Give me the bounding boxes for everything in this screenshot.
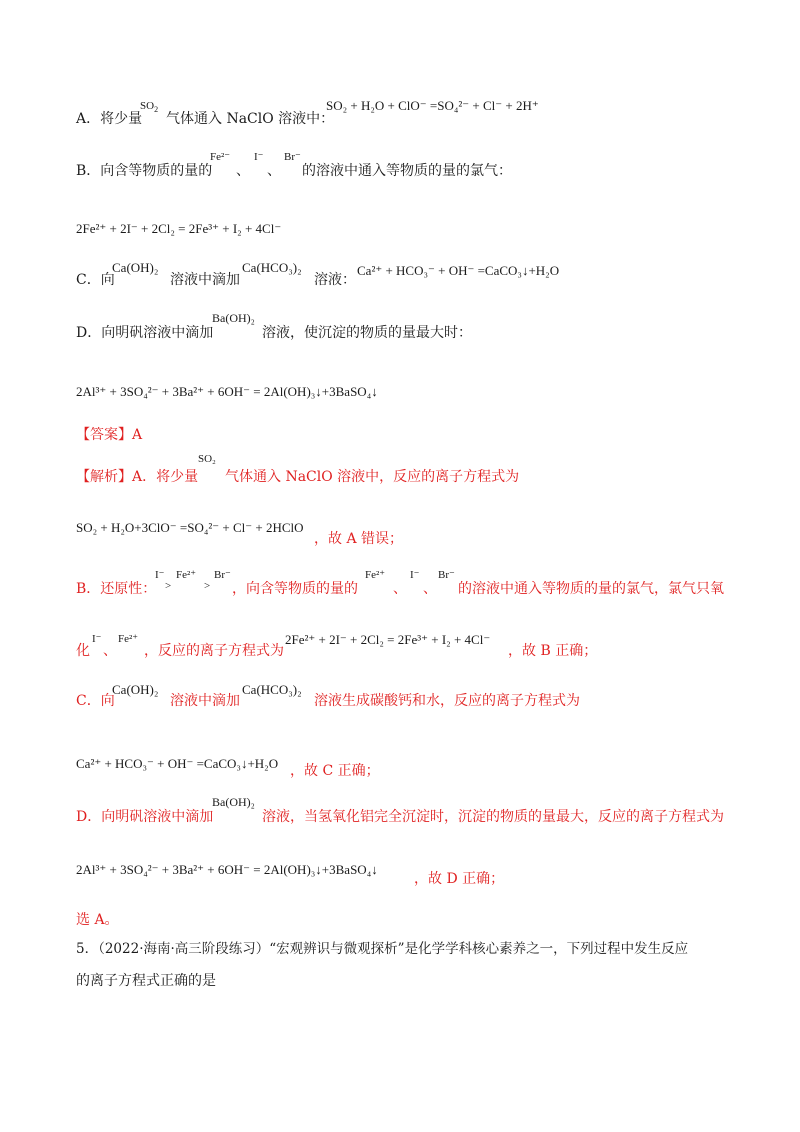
explanation-c-cahco3: Ca(HCO₃)₂	[242, 682, 302, 697]
option-c-mid: 溶液中滴加	[170, 272, 240, 288]
explanation-b-suffix: ，故 B 正确；	[508, 643, 598, 659]
option-b-fe-ion: Fe²⁻	[210, 151, 231, 163]
explanation-c-equation: Ca²⁺ + HCO₃⁻ + OH⁻ =CaCO₃↓+H₂O	[76, 756, 279, 771]
explanation-b-sep2: 、	[423, 581, 437, 597]
option-c-equation: Ca²⁺ + HCO₃⁻ + OH⁻ =CaCO₃↓+H₂O	[357, 263, 560, 278]
option-d-suffix: 溶液，使沉淀的物质的量最大时：	[262, 325, 472, 341]
option-a-text: 气体通入 NaClO 溶液中：	[166, 111, 335, 127]
explanation-b-sep3: 、	[103, 643, 117, 659]
explanation-b-br-ion: Br⁻	[214, 569, 231, 581]
explanation-b-text1: ，向含等物质的量的	[232, 581, 358, 597]
explanation-d-equation: 2Al³⁺ + 3SO₄²⁻ + 3Ba²⁺ + 6OH⁻ = 2Al(OH)₃↓+3BaSO₄↓	[76, 862, 378, 877]
option-d-prefix: D．向明矾溶液中滴加	[76, 325, 214, 341]
explanation-c-mid: 溶液中滴加	[170, 693, 240, 709]
explanation-b-br-ion-2: Br⁻	[438, 569, 455, 581]
option-d-baoh2: Ba(OH)₂	[212, 311, 255, 325]
option-a-equation: SO₂ + H₂O + ClO⁻ =SO₄²⁻ + Cl⁻ + 2H⁺	[326, 98, 539, 113]
explanation-b-line2-text: ，反应的离子方程式为	[144, 643, 284, 659]
explanation-c-text: 溶液生成碳酸钙和水，反应的离子方程式为	[314, 693, 580, 709]
explanation-d-text: 溶液，当氢氧化铝完全沉淀时，沉淀的物质的量最大，反应的离子方程式为	[262, 809, 724, 825]
option-d-equation: 2Al³⁺ + 3SO₄²⁻ + 3Ba²⁺ + 6OH⁻ = 2Al(OH)₃↓+3BaSO₄↓	[76, 384, 378, 399]
option-b-sep2: 、	[267, 163, 281, 179]
explanation-b-line2-prefix: 化	[76, 643, 90, 659]
explanation-b-equation: 2Fe²⁺ + 2I⁻ + 2Cl₂ = 2Fe³⁺ + I₂ + 4Cl⁻	[285, 632, 491, 647]
explanation-b-i-ion-3: I⁻	[92, 633, 102, 645]
option-b-sep1: 、	[236, 163, 250, 179]
explanation-b-sep1: 、	[393, 581, 407, 597]
explanation-b-fe-ion: Fe²⁺	[176, 569, 197, 581]
explanation-b-prefix: B．还原性：	[76, 581, 157, 597]
option-c-prefix: C．向	[76, 272, 115, 288]
explanation-a-prefix: 【解析】A．将少量	[76, 469, 199, 485]
option-b-text: 的溶液中通入等物质的量的氯气：	[302, 163, 512, 179]
explanation-b-gt2: >	[204, 580, 211, 592]
option-c-cahco3: Ca(HCO₃)₂	[242, 260, 302, 275]
conclusion: 选 A。	[76, 912, 119, 928]
explanation-d-baoh2: Ba(OH)₂	[212, 795, 255, 809]
explanation-b-text2: 的溶液中通入等物质的量的氯气，氯气只氧	[458, 581, 724, 597]
explanation-b-gt1: >	[165, 580, 172, 592]
explanation-b-fe-ion-3: Fe²⁺	[118, 633, 139, 645]
explanation-a-so2: SO₂	[198, 453, 216, 465]
option-b-prefix: B．向含等物质的量的	[76, 163, 213, 179]
answer-label: 【答案】A	[76, 427, 143, 443]
explanation-a-text: 气体通入 NaClO 溶液中，反应的离子方程式为	[225, 469, 520, 485]
explanation-c-caoh2: Ca(OH)₂	[112, 682, 159, 697]
explanation-b-fe-ion-2: Fe²⁺	[365, 569, 386, 581]
explanation-b-i-ion-2: I⁻	[410, 569, 420, 581]
explanation-d-prefix: D．向明矾溶液中滴加	[76, 809, 214, 825]
question-5-line2: 的离子方程式正确的是	[76, 973, 216, 989]
option-c-caoh2: Ca(OH)₂	[112, 260, 159, 275]
option-b-i-ion: I⁻	[254, 151, 264, 163]
explanation-c-prefix: C．向	[76, 693, 115, 709]
option-c-suffix: 溶液：	[314, 272, 356, 288]
option-a-prefix: A．将少量	[76, 111, 143, 127]
explanation-a-equation: SO₂ + H₂O+3ClO⁻ =SO₄²⁻ + Cl⁻ + 2HClO	[76, 520, 304, 535]
explanation-c-suffix: ，故 C 正确；	[290, 763, 380, 779]
option-a-so2: $SO_2$	[140, 100, 159, 115]
explanation-a-suffix: ，故 A 错误；	[314, 531, 404, 547]
explanation-d-suffix: ，故 D 正确；	[414, 871, 505, 887]
option-b-equation: 2Fe²⁺ + 2I⁻ + 2Cl₂ = 2Fe³⁺ + I₂ + 4Cl⁻	[76, 221, 282, 236]
question-5-line1: 5．（2022·海南·高三阶段练习）“宏观辨识与微观探析”是化学学科核心素养之一，下列过程中发生反应	[76, 941, 689, 957]
explanation-b-i-ion: I⁻	[155, 569, 165, 581]
option-b-br-ion: Br⁻	[284, 151, 301, 163]
